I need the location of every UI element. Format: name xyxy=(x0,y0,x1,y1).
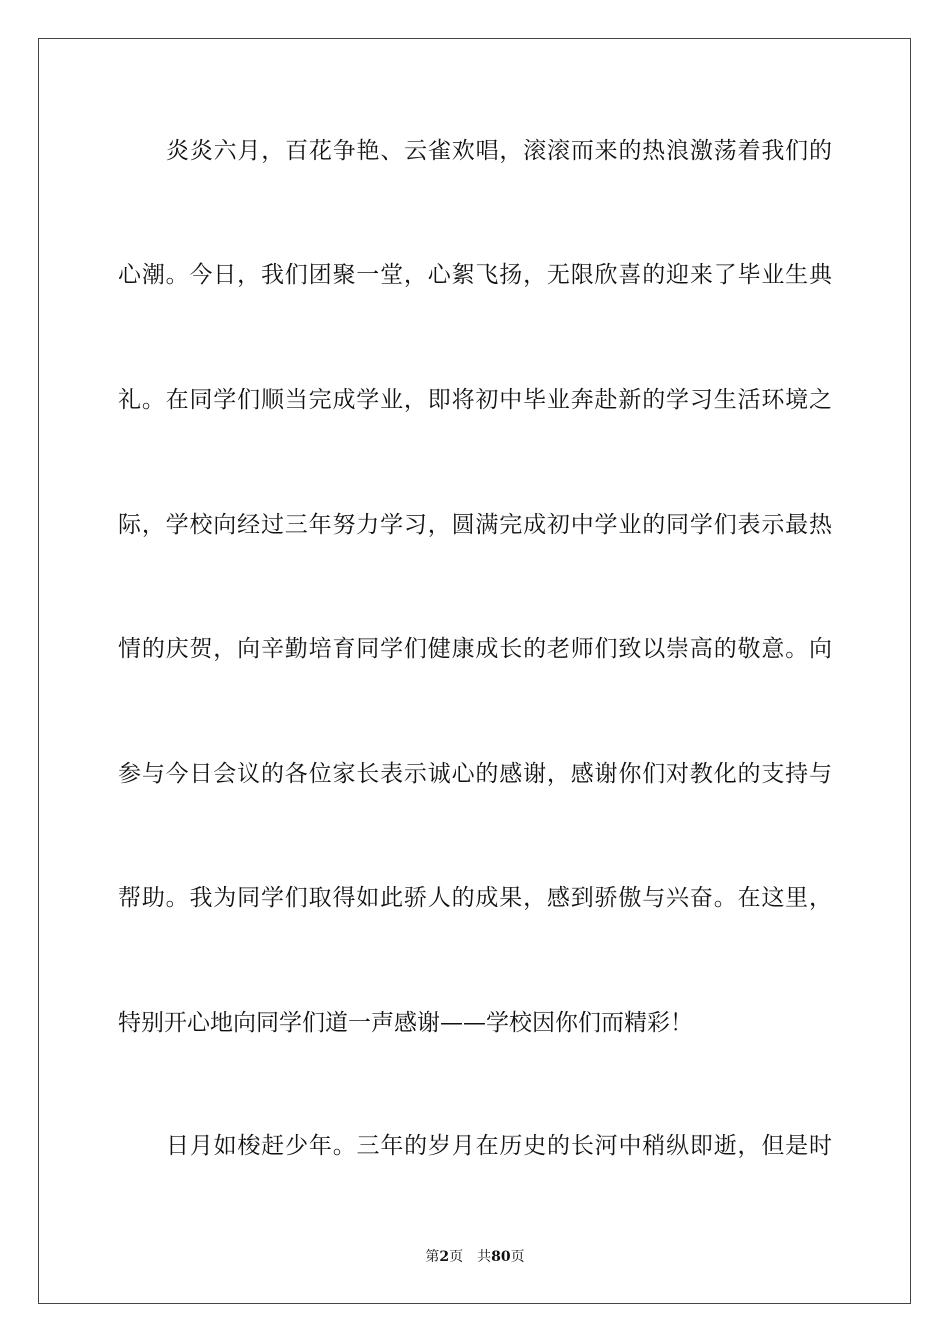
paragraph-1-line-7: 帮助。我为同学们取得如此骄人的成果，感到骄傲与兴奋。在这里， xyxy=(118,885,832,911)
paragraph-1-line-4: 际，学校向经过三年努力学习，圆满完成初中学业的同学们表示最热 xyxy=(118,512,832,538)
total-prefix: 共 xyxy=(477,1249,492,1265)
paragraph-1-line-5: 情的庆贺，向辛勤培育同学们健康成长的老师们致以崇高的敬意。向 xyxy=(118,636,832,662)
page-frame xyxy=(38,38,911,1304)
paragraph-2-line-1: 日月如梭赶少年。三年的岁月在历史的长河中稍纵即逝，但是时 xyxy=(166,1133,832,1159)
page-prefix: 第 xyxy=(425,1249,440,1265)
paragraph-1-line-1: 炎炎六月，百花争艳、云雀欢唱，滚滚而来的热浪激荡着我们的 xyxy=(166,138,832,164)
total-pages: 80 xyxy=(491,1249,511,1265)
page-suffix: 页 xyxy=(449,1249,464,1265)
page-number: 2 xyxy=(439,1249,450,1265)
page-footer xyxy=(0,1248,950,1266)
total-suffix: 页 xyxy=(510,1249,525,1265)
paragraph-1-line-2: 心潮。今日，我们团聚一堂，心絮飞扬，无限欣喜的迎来了毕业生典 xyxy=(118,262,832,288)
paragraph-1-line-6: 参与今日会议的各位家长表示诚心的感谢，感谢你们对教化的支持与 xyxy=(118,761,832,787)
paragraph-1-line-3: 礼。在同学们顺当完成学业，即将初中毕业奔赴新的学习生活环境之 xyxy=(118,387,832,413)
paragraph-1-line-8: 特别开心地向同学们道一声感谢——学校因你们而精彩！ xyxy=(118,1010,693,1036)
